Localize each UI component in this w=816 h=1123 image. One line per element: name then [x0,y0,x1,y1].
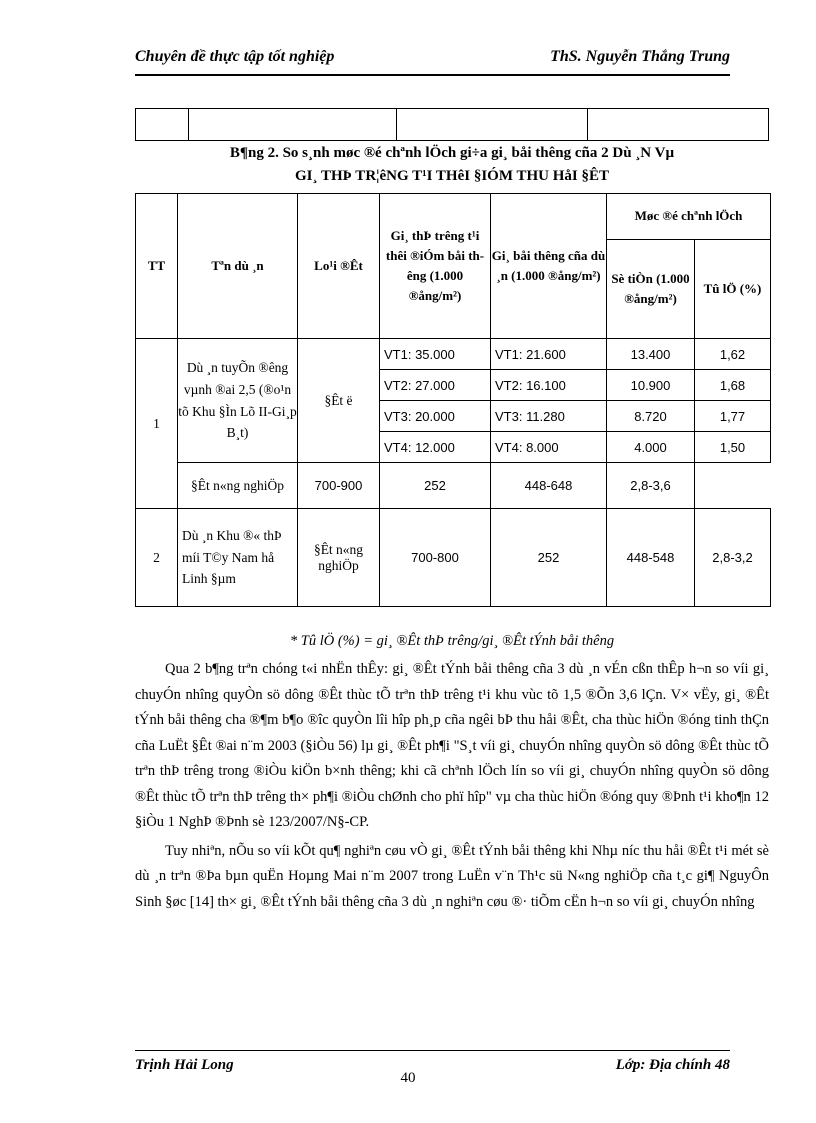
table-caption-line1: B¶ng 2. So s¸nh møc ®é chªnh lÖch gi÷a gi¸ båi thêng cña 2 Dù ¸N Vµ [229,145,675,161]
cell-comp: VT4: 8.000 [491,432,607,463]
cell-ratio: 2,8-3,6 [607,463,695,509]
footer-class: Lớp: Địa chính 48 [615,1057,730,1073]
page-header [135,48,730,72]
table-caption-line2: GI¸ THÞ TR¦êNG T¹I THêI §IÓM THU HåI §ÊT [295,168,609,184]
cell-amount: 10.900 [607,370,695,401]
cell-ratio: 1,77 [695,401,771,432]
cell-ratio: 1,68 [695,370,771,401]
header-land-type: Lo¹i ®Êt [298,194,380,339]
header-tt: TT [136,194,178,339]
cell-comp: VT3: 11.280 [491,401,607,432]
cell-comp: VT2: 16.100 [491,370,607,401]
cell-ratio: 1,62 [695,339,771,370]
cell-comp: 252 [380,463,491,509]
header-compensation-price: Gi¸ båi thêng cña dù ¸n (1.000 ®ång/m²) [491,194,607,339]
table-cell [588,109,769,141]
header-left: Chuyên đề thực tập tốt nghiệp [135,48,335,65]
cell-ratio: 2,8-3,2 [695,509,771,607]
cell-amount: 448-548 [607,509,695,607]
page-number: 40 [400,1070,416,1086]
previous-table-tail [135,108,769,141]
body-text [135,657,769,915]
cell-land-type: §Êt n«ng nghiÖp [298,509,380,607]
footer-author: Trịnh Hải Long [135,1057,234,1073]
cell-project-name: Dù ¸n Khu ®« thÞ míi T©y Nam hå Linh §µm [178,509,298,607]
cell-land-type: §Êt n«ng nghiÖp [178,463,298,509]
cell-market: VT1: 35.000 [380,339,491,370]
header-right: ThS. Nguyễn Thắng Trung [550,48,730,65]
paragraph: Qua 2 b¶ng trªn chóng t«i nhËn thÊy: gi¸ ®Êt tÝnh båi thêng cña 3 dù ¸n vÉn cßn thÊp h¬n so víi gi¸ chuyÓn nhîng quyÒn sö dông ®Êt thùc tÕ trªn thÞ trêng t¹i khu vùc tõ 1,5 ®Õn 3,6 lÇn. V× vËy, gi¸ ®Êt tÝnh båi thêng cha ®¶m b¶o ®îc quyÒn lîi hîp ph¸p cña ngêi bÞ thu håi ®Êt, cha thùc hiÖn ®óng tinh thÇn cña LuËt §Êt ®ai n¨m 2003 (§iÒu 56) lµ gi¸ ®Êt ph¶i "S¸t víi gi¸ chuyÓn nhîng quyÒn sö dông ®Êt thùc tÕ trªn thÞ trêng trong ®iÒu kiÖn b×nh thêng; khi cã chªnh lÖch lín so víi gi¸ chuyÓn nhîng quyÒn sö dông ®Êt thùc tÕ trªn thÞ trêng th× ph¶i ®iÒu chØnh cho phï hîp" vµ cha thùc hiÖn ®óng quy ®Þnh t¹i kho¶n 12 §iÒu 1 NghÞ ®Þnh sè 123/2007/N§-CP. [135,661,769,830]
cell-market: VT2: 27.000 [380,370,491,401]
comparison-table [135,193,771,607]
cell-market: 700-800 [380,509,491,607]
cell-market: 700-900 [298,463,380,509]
table-row [136,463,771,509]
cell-tt: 2 [136,509,178,607]
header-rule [135,74,730,76]
cell-comp: 252 [491,509,607,607]
header-difference: Møc ®é chªnh lÖch [607,194,771,240]
table-row [136,339,771,370]
cell-amount: 4.000 [607,432,695,463]
cell-comp: VT1: 21.600 [491,339,607,370]
footer-rule [135,1050,730,1051]
header-market-price: Gi¸ thÞ trêng t¹i thêi ®iÓm båi thêng (1.000 ®ång/m²) [380,194,491,339]
cell-project-name: Dù ¸n tuyÕn ®êng vµnh ®ai 2,5 (®o¹n tõ Khu §Ìn Lõ II-Gi¸p B¸t) [178,339,298,463]
cell-amount: 448-648 [491,463,607,509]
cell-amount: 8.720 [607,401,695,432]
table-cell [397,109,588,141]
cell-amount: 13.400 [607,339,695,370]
header-diff-ratio: Tû lÖ (%) [695,240,771,339]
cell-land-type: §Êt ë [298,339,380,463]
cell-market: VT3: 20.000 [380,401,491,432]
table-row [136,509,771,607]
paragraph: Tuy nhiªn, nÕu so víi kÕt qu¶ nghiªn cøu vÒ gi¸ ®Êt tÝnh båi thêng khi Nhµ níc thu håi ®Êt t¹i mét sè dù ¸n trªn ®Þa bµn quËn Hoµng Mai n¨m 2007 trong LuËn v¨n Th¹c sü N«ng nghiÖp cña t¸c gi¶ NguyÔn Sinh §øc [14] th× gi¸ ®Êt tÝnh båi thêng cña 3 dù ¸n nghiªn cøu ®· tiÕm cËn h¬n so víi gi¸ chuyÓn nhîng [135,842,769,910]
table-cell [136,109,189,141]
cell-market: VT4: 12.000 [380,432,491,463]
table-cell [189,109,397,141]
header-project-name: Tªn dù ¸n [178,194,298,339]
table-note: * Tû lÖ (%) = gi¸ ®Êt thÞ trêng/gi¸ ®Êt tÝnh båi thêng [289,633,615,649]
header-diff-amount: Sè tiÒn (1.000 ®ång/m²) [607,240,695,339]
cell-tt: 1 [136,339,178,509]
cell-ratio: 1,50 [695,432,771,463]
